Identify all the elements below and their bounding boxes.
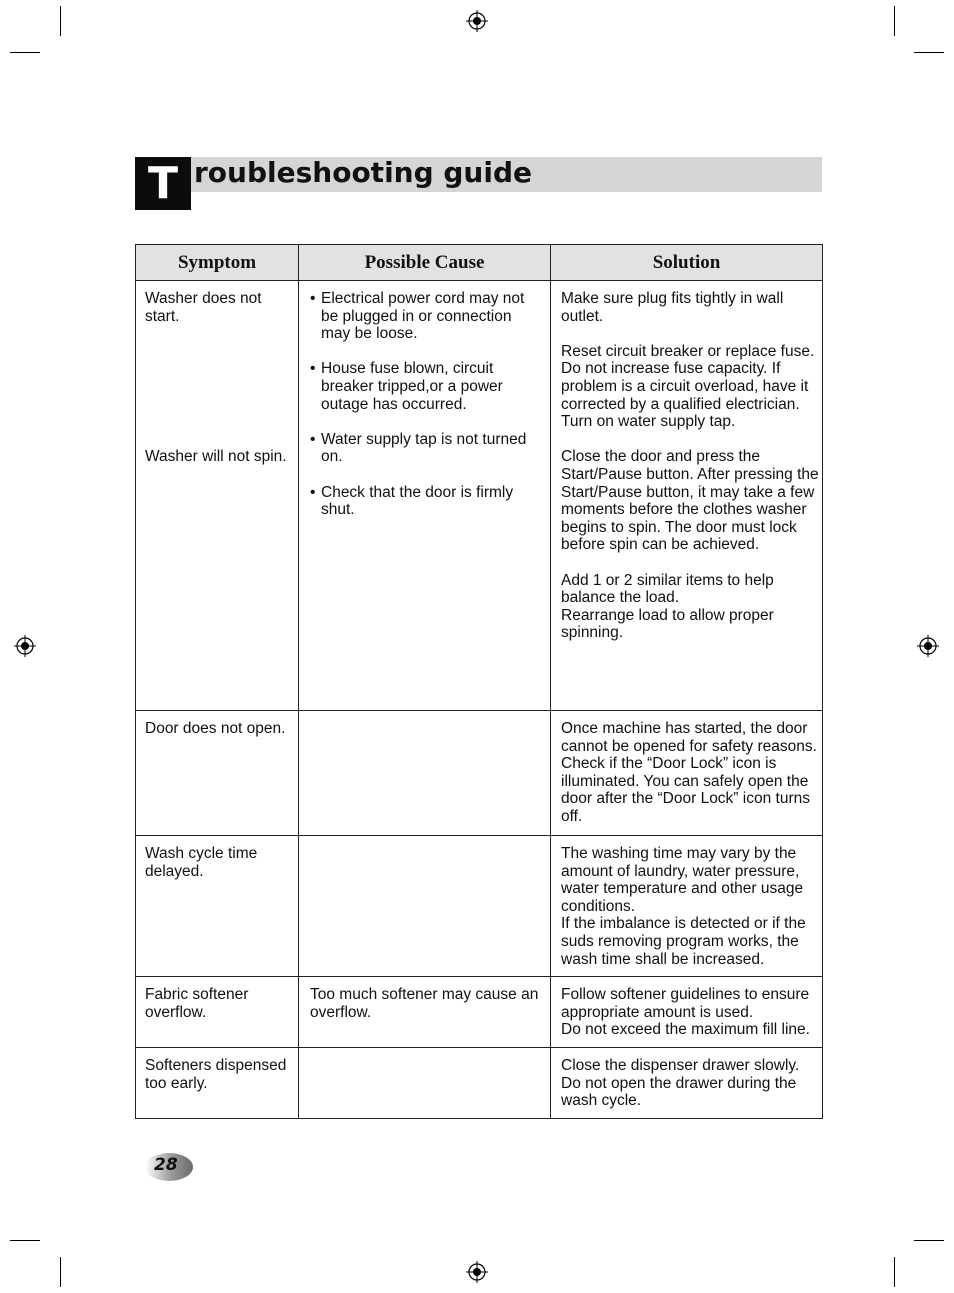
crop-mark (60, 1257, 61, 1287)
crop-mark (914, 1240, 944, 1241)
crop-mark (894, 1257, 895, 1287)
symptom-text: Washer does not start. (145, 290, 262, 325)
title-initial: T (135, 157, 191, 210)
cause-item: • Check that the door is firmly shut. (310, 484, 544, 519)
table-header-row (136, 245, 823, 281)
page-number: 28 (154, 1155, 178, 1175)
solution-text: The washing time may vary by the amount of laundry, water pressure, water temperature and other usage conditions. (561, 845, 804, 915)
solution-cell: Once machine has started, the door cannot be opened for safety reasons. Check if the “Door Lock” icon is illuminated. You can safely open the door after the “Door Lock” icon turns off. (551, 711, 823, 836)
crop-mark (894, 6, 895, 36)
solution-text: Do not exceed the maximum fill line. (561, 1021, 810, 1039)
page-number-badge (136, 1151, 194, 1183)
cause-cell (299, 281, 551, 711)
registration-mark-icon (14, 635, 36, 657)
cause-cell: Too much softener may cause an overflow. (299, 977, 551, 1048)
table-row (136, 281, 823, 711)
symptom-cell: Wash cycle time delayed. (136, 836, 299, 977)
crop-mark (10, 1240, 40, 1241)
page-title: roubleshooting guide (194, 156, 532, 189)
cause-item: • House fuse blown, circuit breaker tripped,or a power outage has occurred. (310, 360, 544, 413)
cause-cell (299, 836, 551, 977)
table-row (136, 977, 823, 1048)
crop-mark (914, 52, 944, 53)
solution-text: If the imbalance is detected or if the suds removing program works, the wash time shall be increased. (561, 915, 806, 968)
solution-cell (551, 1048, 823, 1119)
cause-item: • Water supply tap is not turned on. (310, 431, 544, 466)
spacer (145, 360, 294, 395)
solution-text: Reset circuit breaker or replace fuse. Do not increase fuse capacity. If problem is a circuit overload, have it corrected by a qualified electrician. (561, 342, 815, 413)
symptom-cell: Softeners dispensed too early. (136, 1048, 299, 1119)
registration-mark-icon (466, 1261, 488, 1283)
cause-item: • Electrical power cord may not be plugged in or connection may be loose. (310, 290, 544, 343)
solution-cell (551, 836, 823, 977)
solution-text: Close the dispenser drawer slowly. (561, 1057, 800, 1075)
table-row (136, 836, 823, 977)
registration-mark-icon (917, 635, 939, 657)
table-row (136, 711, 823, 836)
spacer (145, 325, 294, 360)
symptom-cell (136, 281, 299, 711)
column-header-symptom: Symptom (136, 245, 299, 281)
solution-cell (551, 281, 823, 711)
troubleshooting-table (135, 244, 823, 1119)
registration-mark-icon (466, 10, 488, 32)
solution-text: Add 1 or 2 similar items to help balance the load. (561, 571, 774, 607)
crop-mark (10, 52, 40, 53)
solution-text: Make sure plug fits tightly in wall outlet. (561, 290, 784, 325)
solution-cell (551, 977, 823, 1048)
column-header-cause: Possible Cause (299, 245, 551, 281)
cause-cell (299, 711, 551, 836)
solution-text: Rearrange load to allow proper spinning. (561, 606, 774, 642)
solution-text: Follow softener guidelines to ensure appropriate amount is used. (561, 986, 810, 1021)
spacer (145, 431, 294, 449)
symptom-cell: Door does not open. (136, 711, 299, 836)
symptom-text: Washer will not spin. (145, 448, 287, 466)
symptom-cell: Fabric softener overflow. (136, 977, 299, 1048)
cause-cell (299, 1048, 551, 1119)
column-header-solution: Solution (551, 245, 823, 281)
solution-text: Close the door and press the Start/Pause button. After pressing the Start/Pause button, it may take a few moments before the clothes washer begins to spin. The door must lock before spin can be achieved. (561, 448, 819, 554)
solution-text: Turn on water supply tap. (561, 413, 736, 431)
solution-text: Do not open the drawer during the wash cycle. (561, 1074, 797, 1110)
table-row (136, 1048, 823, 1119)
spacer (145, 396, 294, 431)
crop-mark (60, 6, 61, 36)
